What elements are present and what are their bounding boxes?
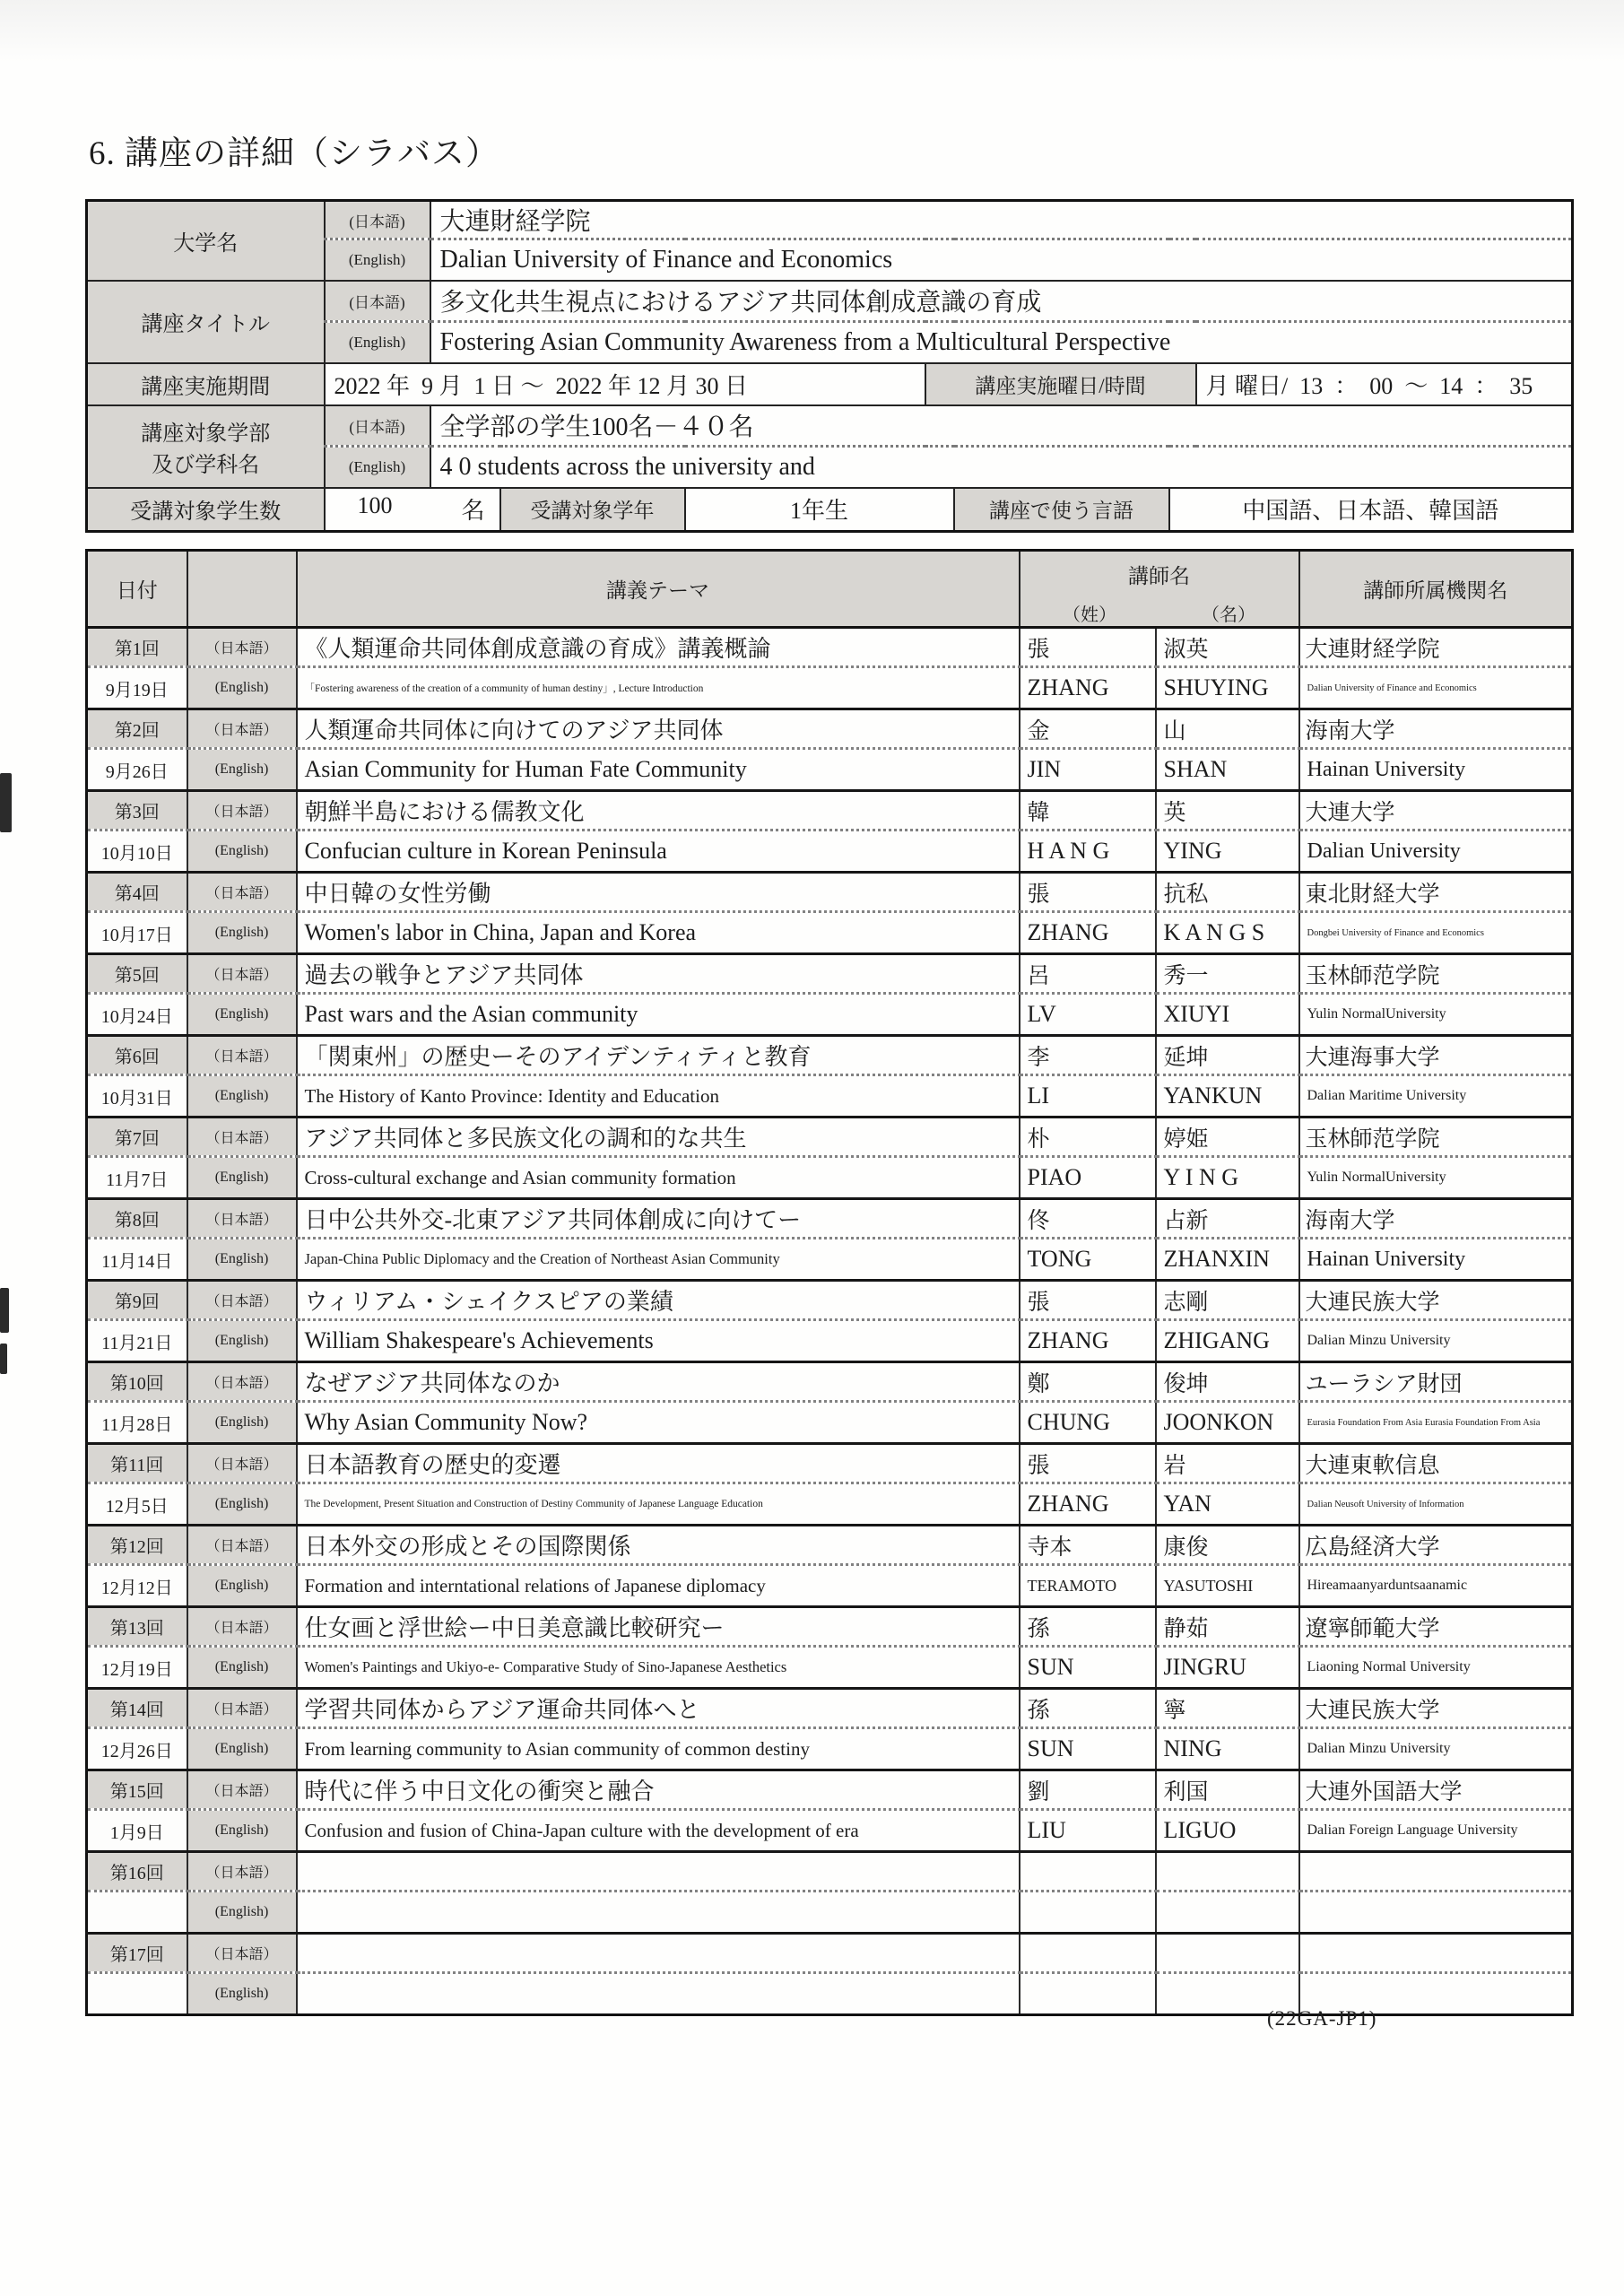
lecturer-surname-en: ZHANG (1020, 1483, 1156, 1526)
jp-tag: (日本語) (325, 281, 430, 322)
theme-en: Confusion and fusion of China-Japan culture with the development of era (297, 1810, 1020, 1852)
en-tag: (English) (187, 1647, 297, 1689)
target-label-line1: 講座対象学部 (141, 422, 271, 446)
lecturer-surname-jp: 寺本 (1020, 1526, 1156, 1565)
jp-tag: （日本語） (187, 1281, 297, 1320)
session-row-en (87, 912, 1573, 954)
page-title: 6. 講座の詳細（シラバス） (89, 135, 499, 172)
session-date (87, 1892, 187, 1934)
session-number: 第2回 (87, 709, 187, 749)
lecturer-surname-en (1020, 1892, 1156, 1934)
lecturer-givenname-en: JOONKON (1156, 1402, 1299, 1444)
lecturer-surname-en: JIN (1020, 749, 1156, 791)
theme-en: Cross-cultural exchange and Asian community formation (297, 1157, 1020, 1199)
theme-en (297, 1892, 1020, 1934)
session-row-en (87, 831, 1573, 873)
session-date: 11月14日 (87, 1239, 187, 1281)
institution-jp: 大連東軟信息 (1299, 1444, 1573, 1483)
surname-label: （姓） (1063, 604, 1116, 625)
lecturer-surname-jp (1020, 1852, 1156, 1892)
theme-jp: 過去の戦争とアジア共同体 (297, 954, 1020, 994)
session-number: 第6回 (87, 1036, 187, 1075)
student-count-value: 100 (357, 492, 393, 519)
session-row-jp (87, 1689, 1573, 1728)
institution-jp: 大連海事大学 (1299, 1036, 1573, 1075)
lecturer-surname-en: SUN (1020, 1647, 1156, 1689)
institution-en: Hireamaanyarduntsaanamic (1299, 1565, 1573, 1607)
session-date: 12月5日 (87, 1483, 187, 1526)
period-value: 2022 年 9 月 1 日 ～ 2022 年 12 月 30 日 (325, 363, 925, 405)
university-row-jp (87, 201, 1573, 239)
lecturer-givenname-jp: 占新 (1156, 1199, 1299, 1239)
session-number: 第8回 (87, 1199, 187, 1239)
lang-tag-header (187, 551, 297, 628)
session-date: 11月7日 (87, 1157, 187, 1199)
lecturer-givenname-jp: 淑英 (1156, 628, 1299, 667)
lecturer-givenname-en: Y I N G (1156, 1157, 1299, 1199)
institution-jp: 玉林師范学院 (1299, 1118, 1573, 1157)
lecturer-givenname-en: YAN (1156, 1483, 1299, 1526)
target-label-line2: 及び学科名 (152, 453, 260, 477)
theme-jp (297, 1852, 1020, 1892)
theme-en: Formation and interntational relations of Japanese diplomacy (297, 1565, 1020, 1607)
lecturer-surname-en: CHUNG (1020, 1402, 1156, 1444)
session-number: 第4回 (87, 873, 187, 912)
theme-jp (297, 1934, 1020, 1973)
session-date: 1月9日 (87, 1810, 187, 1852)
institution-en: Yulin NormalUniversity (1299, 994, 1573, 1036)
session-date: 10月31日 (87, 1075, 187, 1118)
lecturer-surname-jp: 韓 (1020, 791, 1156, 831)
lecturer-givenname-en: ZHIGANG (1156, 1320, 1299, 1362)
lecturer-surname-en: TONG (1020, 1239, 1156, 1281)
session-row-jp (87, 954, 1573, 994)
lecturer-surname-jp: 孫 (1020, 1607, 1156, 1647)
scan-artifact (0, 1344, 7, 1374)
lecturer-givenname-jp: 抗私 (1156, 873, 1299, 912)
jp-tag: （日本語） (187, 873, 297, 912)
session-number: 第17回 (87, 1934, 187, 1973)
session-number: 第7回 (87, 1118, 187, 1157)
session-number: 第16回 (87, 1852, 187, 1892)
scan-artifact (0, 1288, 9, 1333)
jp-tag: （日本語） (187, 1689, 297, 1728)
institution-jp: 海南大学 (1299, 1199, 1573, 1239)
institution-jp (1299, 1934, 1573, 1973)
lecturer-givenname-en: YASUTOSHI (1156, 1565, 1299, 1607)
lecturer-surname-en: H A N G (1020, 831, 1156, 873)
lecturer-givenname-jp: 俊坤 (1156, 1362, 1299, 1402)
theme-en: The History of Kanto Province: Identity and Education (297, 1075, 1020, 1118)
theme-en: 「Fostering awareness of the creation of a community of human destiny」, Lecture Introduction (297, 667, 1020, 709)
lecturer-surname-en: ZHANG (1020, 1320, 1156, 1362)
institution-en: Dalian University of Finance and Economics (1299, 667, 1573, 709)
schedule-header-row (87, 551, 1573, 628)
session-number: 第5回 (87, 954, 187, 994)
session-date: 9月19日 (87, 667, 187, 709)
en-tag: (English) (187, 1402, 297, 1444)
theme-jp: 人類運命共同体に向けてのアジア共同体 (297, 709, 1020, 749)
lecturer-givenname-en: SHUYING (1156, 667, 1299, 709)
en-tag: (English) (187, 667, 297, 709)
institution-jp: 大連民族大学 (1299, 1281, 1573, 1320)
lecturer-surname-jp: 朴 (1020, 1118, 1156, 1157)
lecturer-surname-en: ZHANG (1020, 912, 1156, 954)
institution-en (1299, 1892, 1573, 1934)
target-jp: 全学部の学生100名－４０名 (430, 405, 1573, 447)
lecturer-name-sublabels (1020, 600, 1298, 626)
weekday-time-value: 月 曜日/ 13 ： 00 ～ 14 ： 35 (1196, 363, 1573, 405)
lecturer-givenname-en: YANKUN (1156, 1075, 1299, 1118)
lecturer-surname-en: SUN (1020, 1728, 1156, 1770)
session-row-en (87, 1565, 1573, 1607)
lecturer-givenname-jp: 康俊 (1156, 1526, 1299, 1565)
jp-tag: （日本語） (187, 1362, 297, 1402)
lecturer-givenname-en: K A N G S (1156, 912, 1299, 954)
institution-en: Hainan University (1299, 749, 1573, 791)
en-tag: (English) (187, 831, 297, 873)
jp-tag: （日本語） (187, 1770, 297, 1810)
theme-en: Past wars and the Asian community (297, 994, 1020, 1036)
theme-jp: なぜアジア共同体なのか (297, 1362, 1020, 1402)
language-label: 講座で使う言語 (954, 488, 1169, 532)
institution-header: 講師所属機関名 (1299, 551, 1573, 628)
session-row-en (87, 1483, 1573, 1526)
en-tag: (English) (325, 239, 430, 281)
lecturer-givenname-jp: 岩 (1156, 1444, 1299, 1483)
student-year-value: 1年生 (685, 488, 954, 532)
en-tag: (English) (187, 1320, 297, 1362)
session-number: 第3回 (87, 791, 187, 831)
theme-jp: 時代に伴う中日文化の衝突と融合 (297, 1770, 1020, 1810)
period-row (87, 363, 1573, 405)
session-row-en (87, 749, 1573, 791)
en-tag: (English) (187, 1075, 297, 1118)
theme-en: Japan-China Public Diplomacy and the Creation of Northeast Asian Community (297, 1239, 1020, 1281)
theme-jp: 朝鮮半島における儒教文化 (297, 791, 1020, 831)
lecturer-givenname-en: ZHANXIN (1156, 1239, 1299, 1281)
institution-en: Liaoning Normal University (1299, 1647, 1573, 1689)
session-row-jp (87, 1852, 1573, 1892)
lecturer-surname-jp (1020, 1934, 1156, 1973)
session-row-en (87, 1728, 1573, 1770)
lecturer-givenname-jp: 英 (1156, 791, 1299, 831)
lecturer-surname-jp: 張 (1020, 1281, 1156, 1320)
en-tag: (English) (187, 1892, 297, 1934)
lecturer-givenname-en (1156, 1892, 1299, 1934)
lecturer-givenname-en: SHAN (1156, 749, 1299, 791)
course-title-jp: 多文化共生視点におけるアジア共同体創成意識の育成 (430, 281, 1573, 322)
lecturer-givenname-jp: 志剛 (1156, 1281, 1299, 1320)
student-year-label: 受講対象学年 (500, 488, 685, 532)
lecturer-givenname-jp: 延坤 (1156, 1036, 1299, 1075)
theme-en (297, 1973, 1020, 2015)
theme-jp: 日本外交の形成とその国際関係 (297, 1526, 1020, 1565)
target-label (87, 405, 325, 488)
institution-en: Hainan University (1299, 1239, 1573, 1281)
weekday-time-label: 講座実施曜日/時間 (925, 363, 1196, 405)
jp-tag: （日本語） (187, 791, 297, 831)
lecturer-surname-jp: 張 (1020, 628, 1156, 667)
lecturer-surname-en: LI (1020, 1075, 1156, 1118)
theme-jp: 《人類運命共同体創成意識の育成》講義概論 (297, 628, 1020, 667)
scan-shadow (0, 0, 1624, 63)
session-date: 11月28日 (87, 1402, 187, 1444)
course-title-en: Fostering Asian Community Awareness from a Multicultural Perspective (430, 322, 1573, 363)
jp-tag: (日本語) (325, 405, 430, 447)
en-tag: (English) (187, 1565, 297, 1607)
session-row-jp (87, 1607, 1573, 1647)
session-row-en (87, 1320, 1573, 1362)
theme-en: From learning community to Asian community of common destiny (297, 1728, 1020, 1770)
university-name-en: Dalian University of Finance and Economics (430, 239, 1573, 281)
session-date: 12月19日 (87, 1647, 187, 1689)
lecturer-givenname-jp: 秀一 (1156, 954, 1299, 994)
lecturer-givenname-en: JINGRU (1156, 1647, 1299, 1689)
lecturer-surname-jp: 孫 (1020, 1689, 1156, 1728)
session-row-jp (87, 1281, 1573, 1320)
session-date: 10月17日 (87, 912, 187, 954)
session-number: 第11回 (87, 1444, 187, 1483)
jp-tag: （日本語） (187, 1934, 297, 1973)
session-row-en (87, 1402, 1573, 1444)
theme-jp: 中日韓の女性労働 (297, 873, 1020, 912)
jp-tag: （日本語） (187, 1607, 297, 1647)
session-row-jp (87, 1118, 1573, 1157)
session-date: 12月26日 (87, 1728, 187, 1770)
institution-en: Dalian Maritime University (1299, 1075, 1573, 1118)
lecturer-givenname-jp: 婷姫 (1156, 1118, 1299, 1157)
institution-en: Dalian Minzu University (1299, 1320, 1573, 1362)
jp-tag: （日本語） (187, 628, 297, 667)
session-row-jp (87, 1526, 1573, 1565)
session-row-jp (87, 1770, 1573, 1810)
lecturer-surname-jp: 李 (1020, 1036, 1156, 1075)
university-label: 大学名 (87, 201, 325, 281)
jp-tag: （日本語） (187, 954, 297, 994)
lecturer-surname-en (1020, 1973, 1156, 2015)
university-name-jp: 大連財経学院 (430, 201, 1573, 239)
jp-tag: （日本語） (187, 1199, 297, 1239)
theme-en: Women's labor in China, Japan and Korea (297, 912, 1020, 954)
lecturer-surname-jp: 張 (1020, 1444, 1156, 1483)
lecturer-givenname-en: XIUYI (1156, 994, 1299, 1036)
lecturer-givenname-jp: 寧 (1156, 1689, 1299, 1728)
institution-jp: ユーラシア財団 (1299, 1362, 1573, 1402)
session-date: 10月24日 (87, 994, 187, 1036)
document-code: (22GA-JP1) (1267, 2007, 1377, 2030)
target-row-jp (87, 405, 1573, 447)
session-row-jp (87, 1199, 1573, 1239)
jp-tag: （日本語） (187, 709, 297, 749)
session-row-en (87, 994, 1573, 1036)
lecturer-surname-jp: 劉 (1020, 1770, 1156, 1810)
session-row-jp (87, 791, 1573, 831)
institution-en: Dalian University (1299, 831, 1573, 873)
theme-header: 講義テーマ (297, 551, 1020, 628)
institution-en: Yulin NormalUniversity (1299, 1157, 1573, 1199)
lecturer-givenname-jp (1156, 1852, 1299, 1892)
theme-en: William Shakespeare's Achievements (297, 1320, 1020, 1362)
scan-artifact (0, 773, 12, 832)
student-count-label: 受講対象学生数 (87, 488, 325, 532)
jp-tag: （日本語） (187, 1444, 297, 1483)
givenname-label: （名） (1202, 604, 1255, 625)
theme-en: Asian Community for Human Fate Community (297, 749, 1020, 791)
en-tag: (English) (187, 1728, 297, 1770)
session-row-en (87, 667, 1573, 709)
date-header: 日付 (87, 551, 187, 628)
course-info-table (85, 199, 1574, 533)
theme-jp: 学習共同体からアジア運命共同体へと (297, 1689, 1020, 1728)
lecturer-surname-en: PIAO (1020, 1157, 1156, 1199)
theme-jp: アジア共同体と多民族文化の調和的な共生 (297, 1118, 1020, 1157)
student-count-unit: 名 (461, 498, 485, 525)
session-row-en (87, 1239, 1573, 1281)
theme-jp: 「関東州」の歴史ーそのアイデンティティと教育 (297, 1036, 1020, 1075)
session-row-jp (87, 873, 1573, 912)
lecturer-surname-jp: 金 (1020, 709, 1156, 749)
session-date: 11月21日 (87, 1320, 187, 1362)
en-tag: (English) (325, 322, 430, 363)
theme-jp: 仕女画と浮世絵ー中日美意識比較研究ー (297, 1607, 1020, 1647)
course-title-label: 講座タイトル (87, 281, 325, 363)
theme-en: The Development, Present Situation and Construction of Destiny Community of Japanese Language Education (297, 1483, 1020, 1526)
period-label: 講座実施期間 (87, 363, 325, 405)
institution-jp: 遼寧師範大学 (1299, 1607, 1573, 1647)
session-number: 第12回 (87, 1526, 187, 1565)
institution-en: Dongbei University of Finance and Economics (1299, 912, 1573, 954)
institution-en: Dalian Minzu University (1299, 1728, 1573, 1770)
institution-jp: 東北財経大学 (1299, 873, 1573, 912)
lecturer-surname-jp: 張 (1020, 873, 1156, 912)
theme-jp: ウィリアム・シェイクスピアの業績 (297, 1281, 1020, 1320)
session-number: 第15回 (87, 1770, 187, 1810)
session-date: 12月12日 (87, 1565, 187, 1607)
lecturer-name-label: 講師名 (1128, 564, 1190, 587)
institution-jp: 大連大学 (1299, 791, 1573, 831)
en-tag: (English) (187, 749, 297, 791)
lecturer-givenname-jp: 静茹 (1156, 1607, 1299, 1647)
theme-en: Women's Paintings and Ukiyo-e- Comparative Study of Sino-Japanese Aesthetics (297, 1647, 1020, 1689)
lecturer-surname-en: ZHANG (1020, 667, 1156, 709)
jp-tag: (日本語) (325, 201, 430, 239)
session-row-jp (87, 1444, 1573, 1483)
institution-en: Eurasia Foundation From Asia Eurasia Foundation From Asia (1299, 1402, 1573, 1444)
target-en: 4 0 students across the university and (430, 447, 1573, 488)
en-tag: (English) (187, 912, 297, 954)
institution-jp: 玉林師范学院 (1299, 954, 1573, 994)
session-row-jp (87, 1036, 1573, 1075)
course-title-row-jp (87, 281, 1573, 322)
lecturer-surname-jp: 呂 (1020, 954, 1156, 994)
language-value: 中国語、日本語、韓国語 (1169, 488, 1573, 532)
institution-jp: 大連外国語大学 (1299, 1770, 1573, 1810)
lecturer-surname-jp: 佟 (1020, 1199, 1156, 1239)
session-number: 第13回 (87, 1607, 187, 1647)
institution-jp: 大連財経学院 (1299, 628, 1573, 667)
lecturer-surname-en: TERAMOTO (1020, 1565, 1156, 1607)
jp-tag: （日本語） (187, 1526, 297, 1565)
session-number: 第9回 (87, 1281, 187, 1320)
students-row (87, 488, 1573, 532)
lecturer-givenname-jp: 山 (1156, 709, 1299, 749)
jp-tag: （日本語） (187, 1036, 297, 1075)
session-row-jp (87, 628, 1573, 667)
jp-tag: （日本語） (187, 1852, 297, 1892)
lecturer-givenname-en: YING (1156, 831, 1299, 873)
session-row-en (87, 1157, 1573, 1199)
student-count-cell (325, 488, 500, 532)
lecturer-givenname-en: NING (1156, 1728, 1299, 1770)
en-tag: (English) (325, 447, 430, 488)
lecturer-surname-en: LV (1020, 994, 1156, 1036)
session-date: 9月26日 (87, 749, 187, 791)
theme-jp: 日中公共外交-北東アジア共同体創成に向けてー (297, 1199, 1020, 1239)
institution-jp: 大連民族大学 (1299, 1689, 1573, 1728)
lecturer-surname-en: LIU (1020, 1810, 1156, 1852)
theme-en: Why Asian Community Now? (297, 1402, 1020, 1444)
lecturer-givenname-en: LIGUO (1156, 1810, 1299, 1852)
lecturer-givenname-jp: 利国 (1156, 1770, 1299, 1810)
en-tag: (English) (187, 1239, 297, 1281)
session-number: 第10回 (87, 1362, 187, 1402)
theme-en: Confucian culture in Korean Peninsula (297, 831, 1020, 873)
schedule-body (87, 628, 1573, 2015)
en-tag: (English) (187, 1973, 297, 2015)
en-tag: (English) (187, 1810, 297, 1852)
session-row-jp (87, 1934, 1573, 1973)
en-tag: (English) (187, 994, 297, 1036)
lecturer-givenname-jp (1156, 1934, 1299, 1973)
lecturer-surname-jp: 鄭 (1020, 1362, 1156, 1402)
lecture-schedule-table (85, 549, 1574, 2016)
theme-jp: 日本語教育の歴史的変遷 (297, 1444, 1020, 1483)
lecturer-header (1020, 551, 1299, 628)
session-row-en (87, 1892, 1573, 1934)
session-row-en (87, 1810, 1573, 1852)
institution-jp: 広島経済大学 (1299, 1526, 1573, 1565)
session-row-jp (87, 1362, 1573, 1402)
institution-jp (1299, 1852, 1573, 1892)
session-number: 第14回 (87, 1689, 187, 1728)
en-tag: (English) (187, 1483, 297, 1526)
session-date (87, 1973, 187, 2015)
institution-en: Dalian Neusoft University of Information (1299, 1483, 1573, 1526)
session-number: 第1回 (87, 628, 187, 667)
jp-tag: （日本語） (187, 1118, 297, 1157)
en-tag: (English) (187, 1157, 297, 1199)
session-date: 10月10日 (87, 831, 187, 873)
institution-en: Dalian Foreign Language University (1299, 1810, 1573, 1852)
session-row-en (87, 1075, 1573, 1118)
session-row-jp (87, 709, 1573, 749)
session-row-en (87, 1647, 1573, 1689)
institution-jp: 海南大学 (1299, 709, 1573, 749)
